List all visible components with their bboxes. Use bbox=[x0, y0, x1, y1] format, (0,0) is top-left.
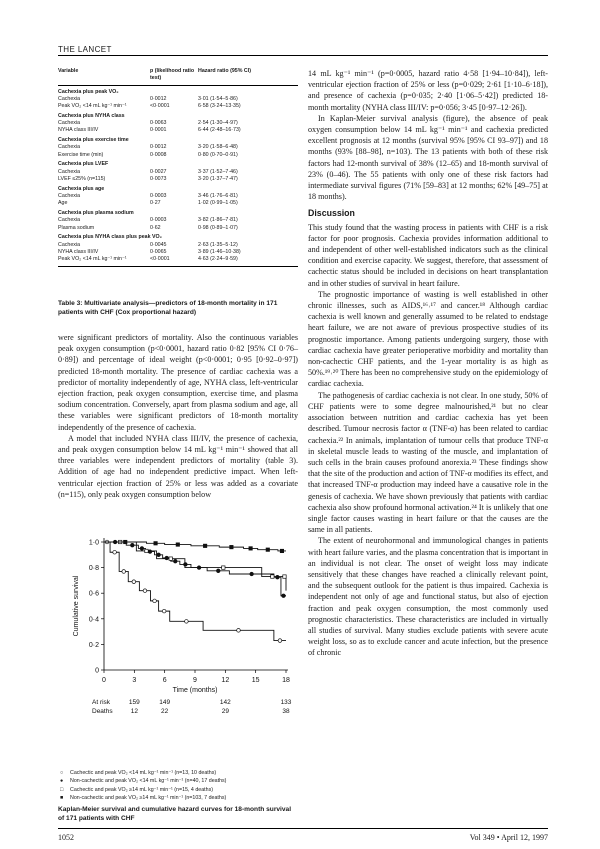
censor-mark bbox=[157, 553, 161, 557]
x-tick-label: 18 bbox=[282, 677, 290, 684]
table-cell: 0·0012 bbox=[150, 95, 167, 102]
table-cell: <0·0001 bbox=[150, 256, 170, 263]
censor-mark bbox=[230, 545, 233, 548]
censor-mark bbox=[124, 540, 127, 543]
paragraph: The prognostic importance of wasting is well established in other chronic illnesses, such as AIDS,¹⁶˒¹⁷ and cancer.¹⁸ Although cardiac cachexia is well known and generally assumed to be related to endstage heart failure, we are not aware of previous prospective studies of its prognostic importance. Among patients undergoing surgery, those with cardiac cachexia have greater perioperative morbidity and mortality than non-cachectic CHF patients, and the 1-year mortality is as high as 50%.¹⁹˒²⁰ There has been no comprehensive study on the epidemiology of cardiac cachexia. bbox=[308, 289, 548, 389]
table-header-cell: Hazard ratio (95% CI) bbox=[198, 68, 251, 74]
table-cell: Cachexia bbox=[58, 168, 81, 175]
legend-label: Non-cachectic and peak VO₂ ≥14 mL kg⁻¹ min⁻¹ (n=103, 7 deaths) bbox=[70, 794, 227, 801]
censor-mark bbox=[216, 569, 220, 573]
censor-mark bbox=[278, 639, 282, 643]
table-cell: Cachexia bbox=[58, 120, 81, 127]
deaths-value: 38 bbox=[282, 708, 290, 715]
table-cell: 1·02 (0·99–1·05) bbox=[198, 200, 238, 207]
table-cell: Peak VO₂ <14 mL kg⁻¹ min⁻¹ bbox=[58, 256, 127, 263]
table-cell: 2·63 (1·35–5·12) bbox=[198, 241, 238, 248]
deaths-value: 22 bbox=[161, 708, 169, 715]
paragraph: In Kaplan-Meier survival analysis (figure), the absence of peak oxygen consumption below 14 mL kg⁻¹ min⁻¹ and cachexia predicted excellent prognosis at 12 months (survival 95% [95% CI 93–97]) and 18 months (93% [88–98], n=103). The 13 patients with both of these risk factors had 12-month survival of 38% (12–65) and 18-month survival of 23% (0–46). The 55 patients with only one of these risk factors had intermediate survival figures (71% [59–83] at 12 months; 62% [49–75] at 18 months). bbox=[308, 113, 548, 202]
table-row bbox=[58, 144, 298, 151]
table-caption-text: Table 3: Multivariate analysis—predictors of 18-month mortality in 171 patients with CHF (Cox proportional hazard) bbox=[58, 300, 278, 316]
table-row bbox=[58, 152, 298, 159]
table-cell: Cachexia bbox=[58, 217, 81, 224]
deaths-value: 12 bbox=[130, 708, 138, 715]
censor-mark bbox=[185, 620, 189, 624]
legend-label: Cachectic and peak VO₂ <14 mL kg⁻¹ min⁻¹ (n=13, 10 deaths) bbox=[70, 770, 217, 776]
y-tick-label: 0·4 bbox=[88, 616, 99, 624]
footer-rule bbox=[58, 828, 548, 829]
journal-name: THE LANCET bbox=[58, 45, 112, 54]
table-cell: Cachexia bbox=[58, 144, 81, 151]
table-cell: 0·27 bbox=[150, 200, 161, 207]
censor-mark bbox=[140, 547, 144, 551]
table-cell: 0·0063 bbox=[150, 120, 167, 127]
censor-mark bbox=[162, 609, 166, 613]
table-row bbox=[58, 176, 298, 183]
y-tick-label: 1·0 bbox=[88, 539, 99, 547]
censor-mark bbox=[169, 557, 172, 560]
table-cell: 3·37 (1·52–7·46) bbox=[198, 168, 238, 175]
censor-mark bbox=[176, 543, 179, 546]
table-cell: Exercise time (min) bbox=[58, 151, 104, 158]
paragraph: 14 mL kg⁻¹ min⁻¹ (p=0·0005, hazard ratio 4·58 [1·94–10·84]), left-ventricular ejection fraction of 25% or less (p=0·029; 2·61 [1·10–6·18]), and presence of cachexia (p=0·035; 2·40 [1·06–5·42]) predicted 18-month mortality (NYHA class III/IV: p=0·056; 3·45 [0·97–12·26]). bbox=[308, 69, 548, 112]
table-row bbox=[58, 249, 298, 256]
table-header-row bbox=[58, 68, 298, 86]
x-tick-label: 9 bbox=[193, 677, 197, 684]
paragraph: The extent of neurohormonal and immunological changes in patients with heart failure varies, and the plasma concentration that is important in an individual is not clear. The onset of weight loss may indicate sensitively that these changes have reached a clinically relevant point, and the subsequent outlook for the patient is thus impaired. Cachexia is independent not only of age and functional status, but also of ejection fraction and peak oxygen consumption, the most commonly used prognostic characteristics. These characteristics are included in virtually all studies of survival. Many studies exclude patients with severe acute weight loss, so as to exclude cancer and acute infection, but the presence of chronic bbox=[308, 536, 548, 658]
censor-mark bbox=[143, 589, 147, 593]
table-cell: Peak VO₂ <14 mL kg⁻¹ min⁻¹ bbox=[58, 103, 127, 110]
table-row bbox=[58, 127, 298, 134]
censor-mark bbox=[165, 556, 169, 560]
table-row bbox=[58, 217, 298, 224]
censor-mark bbox=[148, 550, 152, 554]
table-row bbox=[58, 225, 298, 232]
kaplan-meier-chart bbox=[58, 530, 298, 766]
table-cell: <0·0001 bbox=[150, 103, 170, 110]
table-cell: Age bbox=[58, 200, 68, 207]
table-section-title: Cachexia plus age bbox=[58, 185, 105, 192]
legend-item bbox=[60, 786, 300, 794]
table-cell: 6·44 (2·48–16·73) bbox=[198, 127, 241, 134]
at-risk-value: 159 bbox=[128, 699, 140, 706]
deaths-value: 29 bbox=[221, 708, 229, 715]
censor-mark bbox=[276, 575, 280, 579]
censor-mark bbox=[237, 629, 241, 633]
page-number: 1052 bbox=[58, 833, 74, 842]
censor-mark bbox=[113, 550, 117, 554]
open-circle-icon: ○ bbox=[60, 770, 64, 776]
censor-mark bbox=[222, 566, 225, 569]
table-row bbox=[58, 103, 298, 110]
table-caption bbox=[58, 299, 298, 317]
censor-mark bbox=[145, 549, 148, 552]
x-tick-label: 6 bbox=[162, 677, 167, 684]
at-risk-label: At risk bbox=[92, 699, 111, 706]
legend-item bbox=[60, 769, 300, 777]
censor-mark bbox=[122, 570, 126, 574]
open-square-icon: □ bbox=[60, 786, 64, 793]
y-tick-label: 0·8 bbox=[88, 565, 99, 573]
x-tick-label: 12 bbox=[221, 677, 230, 684]
right-column-text bbox=[308, 68, 548, 659]
table-cell: 4·63 (2·24–9·59) bbox=[198, 256, 238, 263]
legend-label: Cachectic and peak VO₂ ≥14 mL kg⁻¹ min⁻¹ (n=15, 4 deaths) bbox=[70, 786, 213, 793]
table-cell: 0·0045 bbox=[150, 241, 167, 248]
table-cell: NYHA class III/IV bbox=[58, 248, 99, 255]
table-cell: 0·0003 bbox=[150, 217, 167, 224]
censor-mark bbox=[283, 575, 286, 578]
table-row bbox=[58, 200, 298, 207]
table-cell: 0·62 bbox=[150, 224, 161, 231]
x-tick-label: 0 bbox=[102, 677, 106, 684]
table-section-title: Cachexia plus LVEF bbox=[58, 161, 109, 168]
table-cell: 0·0012 bbox=[150, 144, 167, 151]
table-cell: 3·20 (1·37–7·47) bbox=[198, 176, 238, 183]
y-tick-label: 0·2 bbox=[88, 641, 99, 649]
table-cell: 3·89 (1·46–10·38) bbox=[198, 248, 241, 255]
table-section-title: Cachexia plus NYHA class plus peak VO₂ bbox=[58, 234, 163, 241]
table-cell: 0·0065 bbox=[150, 248, 167, 255]
table-cell: 6·58 (3·24–13·35) bbox=[198, 103, 241, 110]
table-cell: 0·0003 bbox=[150, 193, 167, 200]
km-curve bbox=[104, 542, 286, 641]
table-section-title: Cachexia plus exercise time bbox=[58, 137, 129, 144]
y-axis-label: Cumulative survival bbox=[73, 575, 80, 637]
table-cell: 3·01 (1·54–5·86) bbox=[198, 95, 238, 102]
censor-mark bbox=[131, 543, 135, 547]
table-header-cell: Variable bbox=[58, 68, 79, 74]
at-risk-value: 142 bbox=[219, 699, 231, 706]
table-row bbox=[58, 242, 298, 249]
paragraph: The pathogenesis of cardiac cachexia is not clear. In one study, 50% of CHF patients were to some degree malnourished,²¹ but no clear association between nutrition and cardiac cachexia has yet been described. Tumour necrosis factor α (TNF-α) has been related to cardiac cachexia.²² In animals, implantation of tumour cells that produce TNF-α in skeletal muscle leads to wasting of the muscle, and implantation of such cells in the brain causes profound anorexia.²³ These findings show that the site of the production and action of TNF-α modifies its effect, and that increased TNF-α production may indeed have a causative role in the genesis of cachexia. We have shown previously that patients with cardiac cachexia also show profound hormonal activation.²⁴ It is unlikely that one single factor causes wasting in heart failure or that the causes are the same in all patients. bbox=[308, 390, 548, 535]
censor-mark bbox=[280, 549, 283, 552]
censor-mark bbox=[266, 548, 269, 551]
section-heading: Discussion bbox=[308, 208, 355, 219]
table-cell: Cachexia bbox=[58, 193, 81, 200]
x-tick-label: 15 bbox=[251, 677, 260, 684]
filled-square-icon: ■ bbox=[60, 794, 64, 801]
table-cell: 0·0001 bbox=[150, 127, 167, 134]
table-row bbox=[58, 96, 298, 103]
censor-mark bbox=[184, 563, 188, 567]
censor-mark bbox=[132, 580, 136, 584]
paragraph: A model that included NYHA class III/IV, the presence of cachexia, and peak oxygen consumption below 14 mL kg⁻¹ min⁻¹ showed that all three variables were independent predictors of mortality (table 3). Addition of age had no independent predictive impact. When left-ventricular ejection fraction of 25% or less was added as a covariate (n=115), only peak oxygen consumption below bbox=[58, 433, 298, 499]
table-section-title: Cachexia plus plasma sodium bbox=[58, 210, 134, 216]
censor-mark bbox=[203, 544, 206, 547]
table-cell: 3·46 (1·76–6·81) bbox=[198, 193, 238, 200]
table-section-title: Cachexia plus peak VO₂ bbox=[58, 88, 119, 95]
table-header-cell: p (likelihood ratio test) bbox=[150, 68, 195, 82]
y-tick-label: 0 bbox=[95, 667, 99, 675]
at-risk-value: 133 bbox=[280, 699, 292, 706]
table-cell: Cachexia bbox=[58, 95, 81, 102]
table-cell: 2·54 (1·30–4·97) bbox=[198, 120, 238, 127]
table-cell: 3·82 (1·86–7·81) bbox=[198, 217, 238, 224]
chart-legend bbox=[60, 769, 300, 802]
table-row bbox=[58, 120, 298, 127]
censor-mark bbox=[282, 594, 286, 598]
table-section-title: Cachexia plus NYHA class bbox=[58, 112, 125, 119]
paragraph: were significant predictors of mortality. Also the continuous variables peak oxygen consumption (p<0·0001, hazard ratio 0·82 [95% CI 0·76–0·89]) and percentage of ideal weight (p<0·0001; 0·95 [0·92–0·97]) predicted 18-month mortality. The presence of cardiac cachexia was a predictor of mortality independently of age, NYHA class, left-ventricular ejection fraction, peak oxygen consumption, exercise time, and plasma sodium concentration. Conversely, apart from plasma sodium and age, all these variables were significant predictors of 18-month mortality independently of the presence of cachexia. bbox=[58, 333, 298, 432]
header-rule bbox=[58, 55, 548, 56]
table-row bbox=[58, 193, 298, 200]
filled-circle-icon: ● bbox=[60, 778, 64, 785]
censor-mark bbox=[153, 599, 157, 603]
censor-mark bbox=[154, 542, 157, 545]
table-cell: Plasma sodium bbox=[58, 224, 95, 231]
table-cell: Cachexia bbox=[58, 241, 81, 248]
table-cell: 0·80 (0·70–0·91) bbox=[198, 151, 238, 158]
censor-mark bbox=[271, 575, 274, 578]
y-tick-label: 0·6 bbox=[88, 590, 99, 598]
censor-mark bbox=[250, 572, 254, 576]
table-row bbox=[58, 256, 298, 263]
x-tick-label: 3 bbox=[132, 677, 137, 684]
censor-mark bbox=[249, 547, 252, 550]
deaths-label: Deaths bbox=[92, 708, 113, 715]
at-risk-value: 149 bbox=[159, 699, 171, 706]
legend-label: Non-cachectic and peak VO₂ <14 mL kg⁻¹ min⁻¹ (n=40, 17 deaths) bbox=[70, 778, 227, 785]
table-row bbox=[58, 169, 298, 176]
paragraph: This study found that the wasting process in patients with CHF is a risk factor for poor prognosis. Cachexia provides information additional to and independent of other well-established indicators such as the clinical condition and exercise capacity. We suggest, therefore, that assessment of cachectic status should be included in decisions on heart transplantation and in other studies of survival in heart failure. bbox=[308, 222, 548, 288]
issue-info: Vol 349 • April 12, 1997 bbox=[469, 833, 548, 842]
table-cell: 3·20 (1·58–6·48) bbox=[198, 144, 238, 151]
x-axis-label: Time (months) bbox=[172, 687, 218, 694]
censor-mark bbox=[173, 559, 177, 563]
table-cell: 0·98 (0·89–1·07) bbox=[198, 224, 238, 231]
table-cell: 0·0027 bbox=[150, 168, 167, 175]
table-cell: 0·0008 bbox=[150, 151, 167, 158]
table-cell: NYHA class III/IV bbox=[58, 127, 99, 134]
table-bottom-rule bbox=[58, 266, 298, 267]
legend-item bbox=[60, 794, 300, 802]
figure-caption: Kaplan-Meier survival and cumulative hazard curves for 18-month survival of 171 patients with CHF bbox=[58, 806, 292, 822]
table-body bbox=[58, 89, 298, 264]
table-cell: LVEF ≤25% (n=115) bbox=[58, 176, 106, 183]
multivariate-table bbox=[58, 68, 298, 267]
left-column-text bbox=[58, 332, 298, 500]
table-cell: 0·0073 bbox=[150, 176, 167, 183]
legend-item bbox=[60, 777, 300, 785]
